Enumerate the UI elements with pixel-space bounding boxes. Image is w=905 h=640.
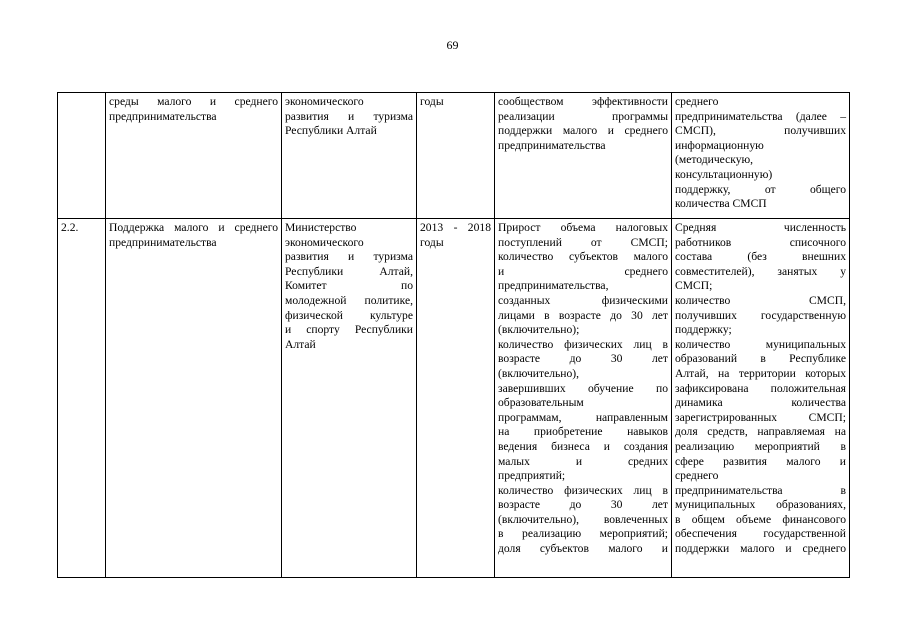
cell-line: развития и туризма (285, 250, 413, 264)
cell-line: поступлений от СМСП; (498, 235, 668, 249)
cell-line: на приобретение навыков (498, 425, 668, 439)
cell-line: ведения бизнеса и создания (498, 439, 668, 453)
measure-name-cell (106, 219, 282, 578)
cell-line: муниципальных образованиях, (675, 498, 846, 512)
cell-line: среднего (675, 469, 719, 483)
cell-line: малых и средних (498, 454, 668, 468)
executor-cell (282, 219, 417, 578)
cell-line: Министерство (285, 221, 357, 234)
cell-line: доля средств, направляемая на (675, 425, 846, 439)
cell-line: Средняя численность (675, 221, 846, 234)
cell-line: образований в Республике (675, 352, 846, 366)
cell-line: лицами в возрасте до 30 лет (498, 308, 668, 322)
cell-line: и спорту Республики (285, 323, 413, 337)
cell-line: реализацию мероприятий в (675, 439, 846, 453)
cell-line: развития и туризма (285, 109, 413, 123)
cell-line: 2013 - 2018 (420, 221, 491, 234)
cell-line: предпринимательства в (675, 483, 846, 497)
cell-line: созданных физическими (498, 293, 668, 307)
cell-line: поддержку, от общего (675, 182, 846, 196)
cell-line: экономического (285, 95, 364, 108)
cell-line: (включительно), (498, 366, 580, 380)
executor-cell (282, 93, 417, 219)
cell-line: Прирост объема налоговых (498, 221, 668, 234)
cell-line: реализации программы (498, 109, 668, 123)
cell-line: физической культуре (285, 308, 413, 322)
cell-line: СМСП; (675, 279, 713, 293)
cell-line: Поддержка малого и среднего (109, 221, 278, 234)
results-cell (672, 93, 850, 219)
cell-line: поддержки малого и среднего (675, 542, 846, 556)
cell-line: количество физических лиц в (498, 483, 668, 497)
cell-line: сообществом эффективности (498, 95, 668, 108)
cell-line: количество физических лиц в (498, 337, 668, 351)
row-number-cell (58, 93, 106, 219)
cell-line: динамика количества (675, 396, 846, 410)
cell-line: совместителей), занятых у (675, 264, 846, 278)
results-cell (672, 219, 850, 578)
cell-line: программам, направленным (498, 410, 668, 424)
cell-line: Республики Алтай (285, 124, 377, 138)
cell-line: предпринимательства, (498, 279, 609, 293)
cell-line: экономического (285, 235, 364, 249)
cell-line: зарегистрированных СМСП; (675, 410, 846, 424)
cell-line: доля субъектов малого и (498, 542, 668, 556)
table-row (58, 93, 850, 219)
cell-line: предпринимательства (далее – (675, 109, 846, 123)
cell-line: консультационную) (675, 167, 773, 181)
cell-line: сфере развития малого и (675, 454, 846, 468)
cell-line: предпринимательства (498, 138, 606, 152)
cell-line: предпринимательства (109, 235, 217, 249)
cell-line: информационную (675, 138, 764, 152)
cell-line: среднего (675, 95, 719, 108)
cell-line: Комитет по (285, 279, 413, 293)
cell-line: (методическую, (675, 153, 754, 167)
cell-line: количество СМСП, (675, 293, 846, 307)
years-cell (417, 219, 495, 578)
cell-line: в общем объеме финансового (675, 512, 846, 526)
cell-line: годы (420, 235, 444, 249)
cell-line: возрасте до 30 лет (498, 352, 668, 366)
cell-line: годы (420, 95, 444, 108)
cell-line: (включительно), вовлеченных (498, 512, 668, 526)
cell-line: состава (без внешних (675, 250, 846, 264)
page-number: 69 (446, 38, 459, 52)
cell-line: количества СМСП (675, 197, 767, 211)
cell-line: СМСП), получивших (675, 124, 846, 138)
table-row (58, 219, 850, 578)
cell-line: предпринимательства (109, 109, 217, 123)
cell-line: завершивших обучение по (498, 381, 668, 395)
cell-line: в реализацию мероприятий; (498, 527, 668, 541)
cell-line: поддержку; (675, 323, 732, 337)
cell-line: Алтай (285, 337, 316, 351)
cell-line: поддержки малого и среднего (498, 124, 668, 138)
cell-text: 2.2. (61, 221, 79, 234)
cell-line: (включительно); (498, 323, 580, 337)
cell-line: возрасте до 30 лет (498, 498, 668, 512)
cell-line: работников списочного (675, 235, 846, 249)
cell-line: зафиксирована положительная (675, 381, 846, 395)
cell-line: молодежной политике, (285, 293, 413, 307)
cell-line: Алтай, на территории которых (675, 366, 846, 380)
program-table (57, 92, 850, 578)
measure-name-cell (106, 93, 282, 219)
cell-line: количество субъектов малого (498, 250, 668, 264)
cell-line: Республики Алтай, (285, 264, 413, 278)
years-cell (417, 93, 495, 219)
cell-line: обеспечения государственной (675, 527, 846, 541)
row-number-cell (58, 219, 106, 578)
cell-line: количество муниципальных (675, 337, 846, 351)
cell-line: и среднего (498, 264, 668, 278)
cell-line: среды малого и среднего (109, 95, 278, 108)
indicators-cell (495, 93, 672, 219)
cell-line: образовательным (498, 396, 584, 410)
indicators-cell (495, 219, 672, 578)
cell-line: предприятий; (498, 469, 566, 483)
cell-line: получивших государственную (675, 308, 846, 322)
